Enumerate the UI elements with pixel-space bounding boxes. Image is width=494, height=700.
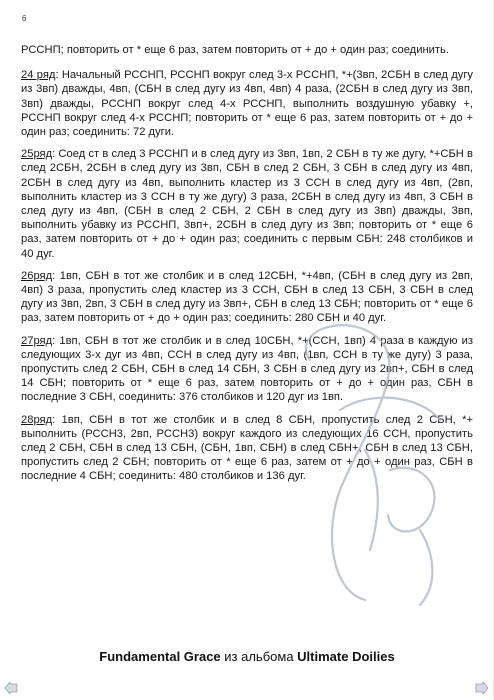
row-label: 25ряд	[21, 148, 53, 161]
album-title: Ultimate Doilies	[297, 649, 395, 664]
row-text: : 1вп, СБН в тот же столбик и в след 8 СБН, пропустить след 2 СБН, *+ выполнить (РССН3, 2вп, РССН3) вокруг каждого из следующих 16 ССН, пропустить след 2 СБН, СБН в след 13 СБН, (СБН, 1вп, СБН) в след СБН+, СБН в след 13 СБН, пропустить след 2 СБН; повторить от * еще 6 раз, затем от + до + один раз, СБН в последние 4 СБН; соединить: 480 столбиков и 136 дуг.	[21, 413, 473, 483]
footer-caption	[0, 649, 494, 664]
row-24-paragraph	[21, 68, 473, 139]
row-label: 26ряд	[21, 269, 53, 282]
pattern-title: Fundamental Grace	[99, 649, 221, 664]
row-26-paragraph	[21, 269, 473, 326]
row-text: : 1вп, СБН в тот же столбик и в след 10СБН, *+(ССН, 1вп) 4 раза в каждую из следующих 3-х дуг из 4вп, ССН в след дугу из 4вп, (1вп, ССН в ту же дугу) 3 раза, пропустить след 2 СБН, СБН в след 14 СБН, 3 СБН в след дугу из 2вп+, СБН в след 14 СБН; повторить от * еще 6 раз, затем повторить от + до + один раз, СБН в последние 3 СБН, соединить: 376 столбиков и 120 дуг из 1вп.	[21, 334, 473, 404]
row-text: : Начальный РССНП, РССНП вокруг след 3-х РССНП, *+(3вп, 2СБН в след дугу из 3вп) дважды, 4вп, (СБН в след дугу из 4вп, 4вп) 4 раза, (2СБН в след дугу из 3вп, 3вп) дважды, РССНП вокруг след 4-х РССНП, выполнить воздушную убавку +, РССНП вокруг след 4-х РССНП; повторить от * еще 6 раз, затем повторить от + до + один раз; соединить: 72 дуги.	[21, 69, 474, 139]
row-label: 28ряд	[21, 413, 53, 426]
pattern-text	[21, 43, 473, 492]
paragraph-continuation	[21, 43, 473, 57]
row-text: : 1вп, СБН в тот же столбик и в след 12СБН, *+4вп, (СБН в след дугу из 2вп, 4вп) 3 раза, пропустить след кластер из 3 ССН, СБН в след 13 СБН, 3 СБН в след дугу из 3вп, 2вп, 3 СБН в след дугу из 3вп+, СБН в след 13 СБН; повторить от * еще 6 раз, затем повторить от + до + один раз; соединить: 280 СБН и 40 дуг.	[21, 269, 473, 325]
row-label: 27ряд	[21, 334, 53, 347]
row-label: 24 ряд	[21, 69, 56, 82]
paragraph-text: РССНП; повторить от * еще 6 раз, затем повторить от + до + один раз; соединить.	[21, 44, 449, 56]
arrow-left-icon[interactable]	[4, 682, 18, 694]
row-28-paragraph	[21, 413, 473, 484]
page-number: 6	[22, 14, 27, 23]
arrow-right-icon[interactable]	[475, 682, 489, 694]
footer-middle-text: из альбома	[220, 649, 298, 664]
row-27-paragraph	[21, 334, 473, 405]
row-25-paragraph	[21, 147, 473, 261]
row-text: : Соед ст в след 3 РССНП и в след дугу из 3вп, 1вп, 2 СБН в ту же дугу, *+СБН в след 2СБН, 2СБН в след дугу из 3вп, СБН в след 2 СБН, 3 СБН в след дугу из 4вп, 2СБН в след дугу из 4вп, выполнить кластер из 3 ССН в след дугу из 4вп, (2вп, выполнить кластер из 3 ССН в ту же дугу) 3 раза, 2СБН в след дугу из 4вп, 3 СБН в след дугу из 4вп, (СБН в след 2 СБН, 2 СБН в след дугу из 3вп) дважды, 3вп, выполнить убавку из РССНП, 3вп+, 2СБН в след дугу из 3вп; повторить от * еще 6 раз, затем повторить от + до + один раз; соединить с первым СБН: 248 столбиков и 40 дуг.	[21, 148, 473, 260]
